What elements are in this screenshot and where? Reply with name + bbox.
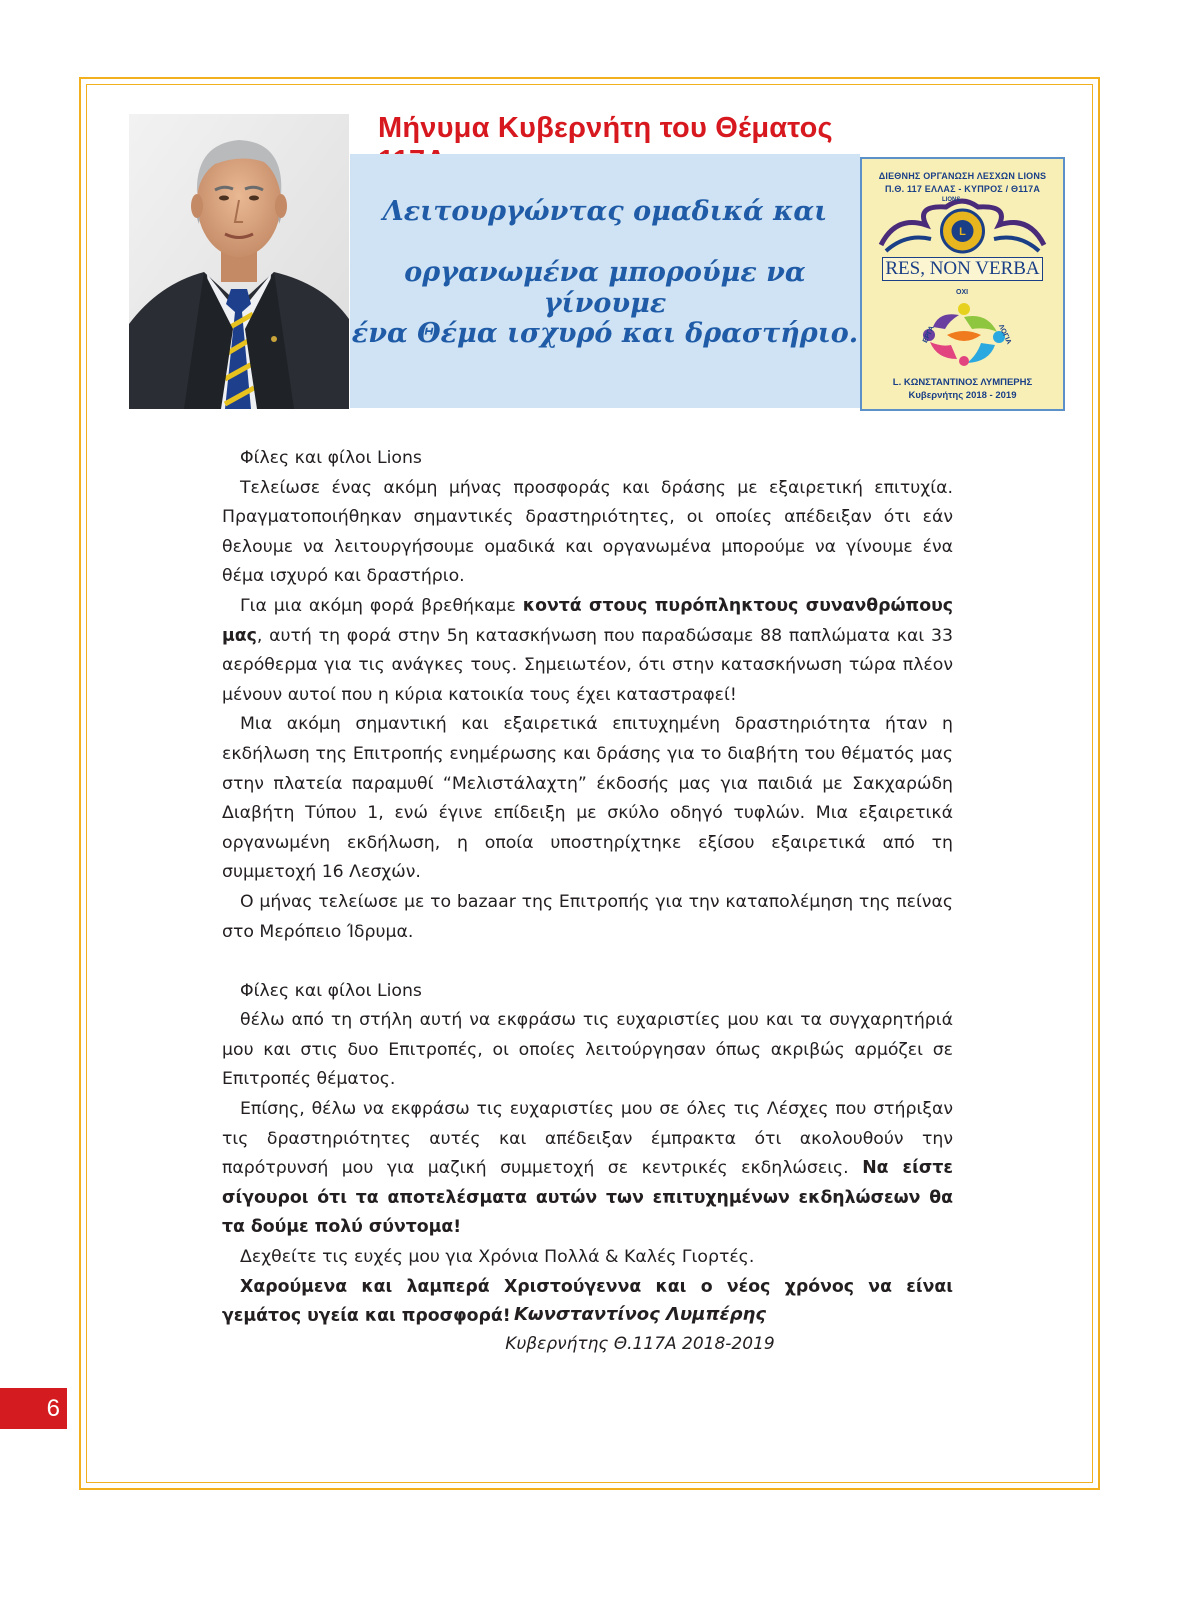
logo-governor-term: Κυβερνήτης 2018 - 2019	[908, 390, 1017, 401]
paragraph-8: Χαρούμενα και λαμπερά Χριστούγεννα και ο νέος χρόνος να είναι γεμάτος υγεία και προσφορά!	[222, 1276, 953, 1327]
governor-portrait	[129, 114, 349, 409]
greeting-1: Φίλες και φίλοι Lions	[240, 448, 422, 468]
logo-org-line-1: ΔΙΕΘΝΗΣ ΟΡΓΑΝΩΣΗ ΛΕΣΧΩΝ LIONS	[878, 171, 1047, 181]
paragraph-2: Για μια ακόμη φορά βρεθήκαμε κοντά στους πυρόπληκτους συνανθρώπους μας, αυτή τη φορά στην 5η κατασκήνωση που παραδώσαμε 88 παπλώματα και 33 αερόθερμα για τις ανάγκες τους. Σημειωτέον, ότι στην κατασκήνωση τώρα πλέον μένουν αυτοί που η κύρια κατοικία τους έχει καταστραφεί!	[222, 595, 953, 705]
lions-emblem-icon	[876, 195, 1049, 257]
signature-name: Κωνσταντίνος Λυμπέρης	[513, 1304, 766, 1325]
paragraph-4: Ο μήνας τελείωσε με το bazaar της Επιτροπής για την καταπολέμηση της πείνας στο Μερόπειο Ίδρυμα.	[222, 891, 953, 942]
greeting-2: Φίλες και φίλοι Lions	[240, 980, 422, 1001]
paragraph-5: θέλω από τη στήλη αυτή να εκφράσω τις ευχαριστίες μου και τα συγχαρητήριά μου και στις δυο Επιτροπές, οι οποίες λειτούργησαν όπως ακριβώς αρμόζει σε Επιτροπές θέματος.	[222, 1010, 953, 1090]
logo-badge-text: LIONS	[942, 197, 961, 203]
quote-line-2: οργανωμένα μπορούμε να γίνουμε	[404, 257, 806, 319]
logo-org-line-2: Π.Θ. 117 ΕΛΛΑΣ - ΚΥΠΡΟΣ / Θ117Α	[884, 184, 1041, 194]
logo-governor-name: L. ΚΩΝΣΤΑΝΤΙΝΟΣ ΛΥΜΠΕΡΗΣ	[892, 377, 1033, 388]
paragraph-6: Επίσης, θέλω να εκφράσω τις ευχαριστίες μου σε όλες τις Λέσχες που στήριξαν τις δραστηριότητες αυτές και απέδειξαν έμπρακτα ότι ακολουθούν την παρότρυνσή μου για μαζική συμμετοχή σε κεντρικές εκδηλώσεις. Να είστε σίγουροι ότι τα αποτελέσματα αυτών των επιτυχημένων εκδηλώσεων θα τα δούμε πολύ σύντομα!	[222, 1099, 954, 1238]
logo-motto: RES, NON VERBA	[882, 257, 1043, 281]
paragraph-7: Δεχθείτε τις ευχές μου για Χρόνια Πολλά & Καλές Γιορτές.	[240, 1247, 755, 1268]
message-body	[222, 444, 953, 1332]
paragraph-1: Τελείωσε ένας ακόμη μήνας προσφοράς και δράσης με εξαιρετική επιτυχία. Πραγματοποιήθηκαν σημαντικές δραστηριότητες, οι οποίες απέδειξαν ότι εάν θελουμε να λειτουργήσουμε ομαδικά και οργανωμένα μπορούμε να γίνουμε ένα θέμα ισχυρό και δραστήριο.	[222, 477, 953, 587]
logo-ring-right: ΛΟΓΙΑ	[996, 323, 1013, 346]
logo-ring-top: ΟΧΙ	[956, 289, 969, 296]
page-title: Μήνυμα Κυβερνήτη του Θέματος	[378, 112, 833, 144]
paragraph-3: Μια ακόμη σημαντική και εξαιρετικά επιτυχημένη δραστηριότητα ήταν η εκδήλωση της Επιτροπής ενημέρωσης και δράσης για το διαβήτη του θέματός μας στην πλατεία παραμυθί “Μελιστάλαχτη” έκδοσής μας για παιδιά με Σακχαρώδη Διαβήτη Τύπου 1, ενώ έγινε επίδειξη με σκύλο οδηγό τυφλών. Μια εξαιρετικά οργανωμένη εκδήλωση, η οποία υποστηρίχτηκε εξίσου εξαιρετικά από τη συμμετοχή 16 Λεσχών.	[222, 714, 953, 883]
logo-ring-left: ΕΡΓΑ	[921, 324, 936, 345]
signature-role: Κυβερνήτης Θ.117Α 2018-2019	[505, 1334, 775, 1354]
page-number: 6	[0, 1388, 67, 1429]
svg-text:L: L	[959, 226, 966, 238]
quote-line-1: Λειτουργώντας ομαδικά και	[382, 196, 828, 227]
district-logo	[860, 157, 1065, 411]
paragraph-spacer	[222, 947, 953, 977]
quote-line-3: ένα Θέμα ισχυρό και δραστήριο.	[351, 318, 859, 349]
